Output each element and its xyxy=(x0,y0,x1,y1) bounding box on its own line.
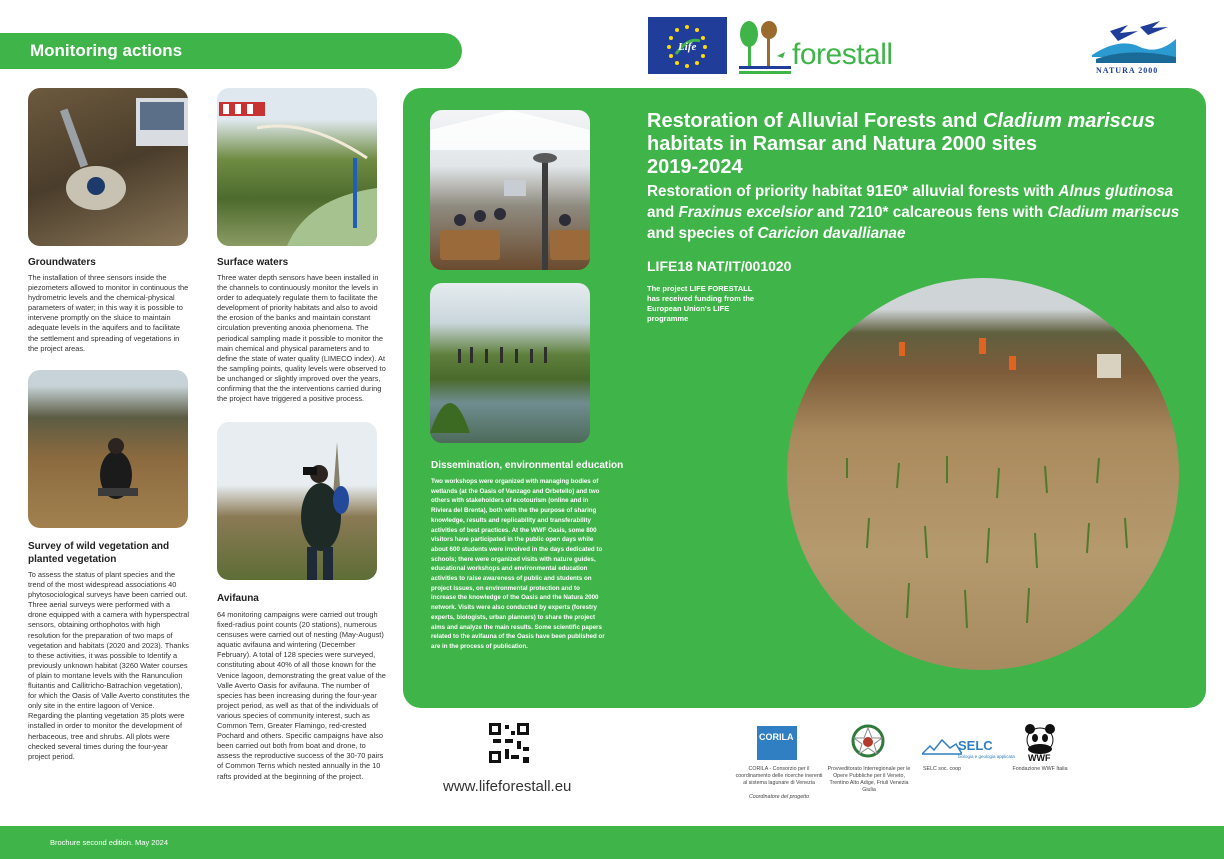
natura-logo-text: NATURA 2000 xyxy=(1096,66,1159,75)
dissemination-body: Two workshops were organized with managing bodies of wetlands (at the Oasis of Vanzago and Orbetello) and two others with stakeholders of ecotourism (online and in Riviera del Brenta), both with the the purpose of sharing knowledge, results and replicability and transferability activities of best practices. At the WWF Oasis, some 800 visitors have participated in the public open days while about 600 students were involved in the days dedicated to schools; there were organized visits with nature guides, educational workshops and environmental education activities to raise awareness of public and students on project issues, on environmental protection and to increase the knowledge of the Oasis and the Natura 2000 network. Visits were also conducted by experts (forestry experts, biologists, urban planners) to share the project aims and analyze the main results. Some scientific papers related to the avifauna of the Oasis have been published or are in the process of publication. xyxy=(431,478,605,650)
project-code: LIFE18 NAT/IT/001020 xyxy=(647,258,792,274)
groundwater-photo xyxy=(28,88,188,246)
vegetation-body: To assess the status of plant species and the trend of the most widespread associations 40 phytosociological surveys have been carried out. Three aerial surveys were performed with a drone equipped with a camera with hyperspectral sensors, obtaining orthophotos with high resolution for the preparation of two maps of vegetation and habitats (2020 and 2023). Thanks to these activities, it was possible to Identify a previously unknown habitat (3260 Water courses of plain to montane levels with the Ranunculion fluitantis and Callitricho-Batrachion vegetation), for which the Oasis of Valle Averto constitutes the only site in the entire lagoon of Venice. Regarding the planting vegetation 35 plots were installed in order to monitor the development of herbaceous, tree and shrubs. All plots were checked several times during the four-year project period. xyxy=(28,570,190,761)
subtitle-alnus: Alnus glutinosa xyxy=(1058,183,1174,200)
selc-logo-text: SELC xyxy=(958,738,993,753)
planting-site-photo xyxy=(787,278,1179,670)
project-title xyxy=(647,110,1187,179)
tree-icon xyxy=(735,16,795,76)
natura-birds-icon xyxy=(1090,17,1178,65)
selc-logo xyxy=(922,734,1015,759)
forestall-logo xyxy=(735,16,907,76)
footer-edition: Brochure second edition. May 2024 xyxy=(50,838,168,847)
dissemination-title: Dissemination, environmental education xyxy=(431,460,624,471)
provveditorato-caption: Provveditorato Interregionale per le Opere Pubbliche per il Veneto, Trentino Alto Adige, Friuli Venezia Giulia xyxy=(827,766,911,793)
natura-2000-logo xyxy=(1090,17,1178,77)
panda-icon xyxy=(1022,722,1058,754)
corila-logo-text: CORILA xyxy=(759,732,794,742)
surface-waters-title: Surface waters xyxy=(217,257,289,268)
vegetation-survey-photo xyxy=(28,370,188,528)
wwf-logo-text: WWF xyxy=(1028,753,1051,763)
workshop-photo xyxy=(430,110,590,270)
subtitle-part-c: and species of xyxy=(647,225,754,242)
italian-republic-emblem xyxy=(850,722,886,760)
avifauna-title: Avifauna xyxy=(217,593,259,604)
funding-note: The project LIFE FORESTALL has received funding from the European Union's LIFE programme xyxy=(647,284,755,323)
vegetation-title: Survey of wild vegetation and planted vegetation xyxy=(28,541,170,565)
corila-caption: CORILA - Consorzio per il coordinamento delle ricerche inerenti al sistema lagunare di Venezia xyxy=(735,766,823,786)
field-visit-photo xyxy=(430,283,590,443)
corila-logo xyxy=(757,726,797,760)
forestall-logo-text: forestall xyxy=(792,38,893,71)
project-title-line2: habitats in Ramsar and Natura 2000 sites xyxy=(647,133,1038,155)
subtitle-part-b: and 7210* calcareous fens with xyxy=(817,204,1044,221)
surface-water-photo xyxy=(217,88,377,246)
subtitle-and: and xyxy=(647,204,675,221)
selc-skyline-icon xyxy=(922,734,962,756)
subtitle-part-a: Restoration of priority habitat 91E0* alluvial forests with xyxy=(647,183,1055,200)
project-title-italic: Cladium mariscus xyxy=(982,110,1156,132)
groundwaters-body: The installation of three sensors inside the piezometers allowed to monitor in continuous the hydrometric levels and the chemical-physical parameters of water; in this way it is possible to intervene promptly on the sluice to maintain adequate levels in the aquifers and to facilitate the settlement and spreading of vegetations in the project areas. xyxy=(28,273,189,353)
selc-tagline: biologia e geologia applicata xyxy=(958,754,1015,759)
life-logo-text: Life xyxy=(678,41,697,53)
selc-caption: SELC soc. coop xyxy=(923,766,961,772)
surface-waters-body: Three water depth sensors have been installed in the channels to continuously monitor the levels in order to adequately regulate them to facilitate the development of priority habitats and also to avoid the erosion of the banks and maintain constant circulation preventing anoxia phenomena. The periodical sampling made it possible to monitor the main chemical and physical parameters and to define the state of water quality (LIMECO index). At the sampling points, quality levels were observed to be unchanged or slightly improved over the years, confirming that the the interventions carried during the project have triggered a positive process. xyxy=(217,273,386,404)
qr-code[interactable] xyxy=(489,723,529,763)
subtitle-fraxinus: Fraxinus excelsior xyxy=(678,204,813,221)
groundwaters-title: Groundwaters xyxy=(28,257,96,268)
qr-code-icon xyxy=(489,723,529,763)
website-link[interactable]: www.lifeforestall.eu xyxy=(443,778,572,795)
subtitle-cladium: Cladium mariscus xyxy=(1047,204,1180,221)
project-title-line1: Restoration of Alluvial Forests and xyxy=(647,110,978,132)
life-logo xyxy=(648,17,727,74)
wwf-caption: Fondazione WWF Italia xyxy=(1012,766,1068,772)
wwf-logo xyxy=(1022,722,1058,764)
project-title-years: 2019-2024 xyxy=(647,156,743,178)
avifauna-body: 64 monitoring campaigns were carried out trough fixed-radius point counts (20 stations), numerous censuses were carried out of nesting (May-August) aquatic avifauna and wintering (December February). A total of 128 species were surveyed, constituting about 40% of all those known for the Venice lagoon, demonstrating the great value of the Valle Averto Oasis for avifauna. The number of species has been increasing during the four-year project period, as well as that of the individuals of various species of community interest, such as Common Tern, Greater Flamingo, red-crested Pochard and others. Specific campaigns have also been carried out both from boat and drone, to assess the reproductive success of the 30-70 pairs of Common Terns which nested annually in the 10 rafts provided at the beginning of the project. xyxy=(217,610,386,781)
section-banner xyxy=(0,33,462,69)
emblem-icon xyxy=(850,722,886,760)
corila-role: Coordinatore del progetto xyxy=(748,794,810,800)
banner-title: Monitoring actions xyxy=(30,41,183,60)
footer-bar xyxy=(0,826,1224,859)
subtitle-caricion: Caricion davallianae xyxy=(757,225,906,242)
avifauna-photo xyxy=(217,422,377,580)
project-subtitle xyxy=(647,181,1192,244)
